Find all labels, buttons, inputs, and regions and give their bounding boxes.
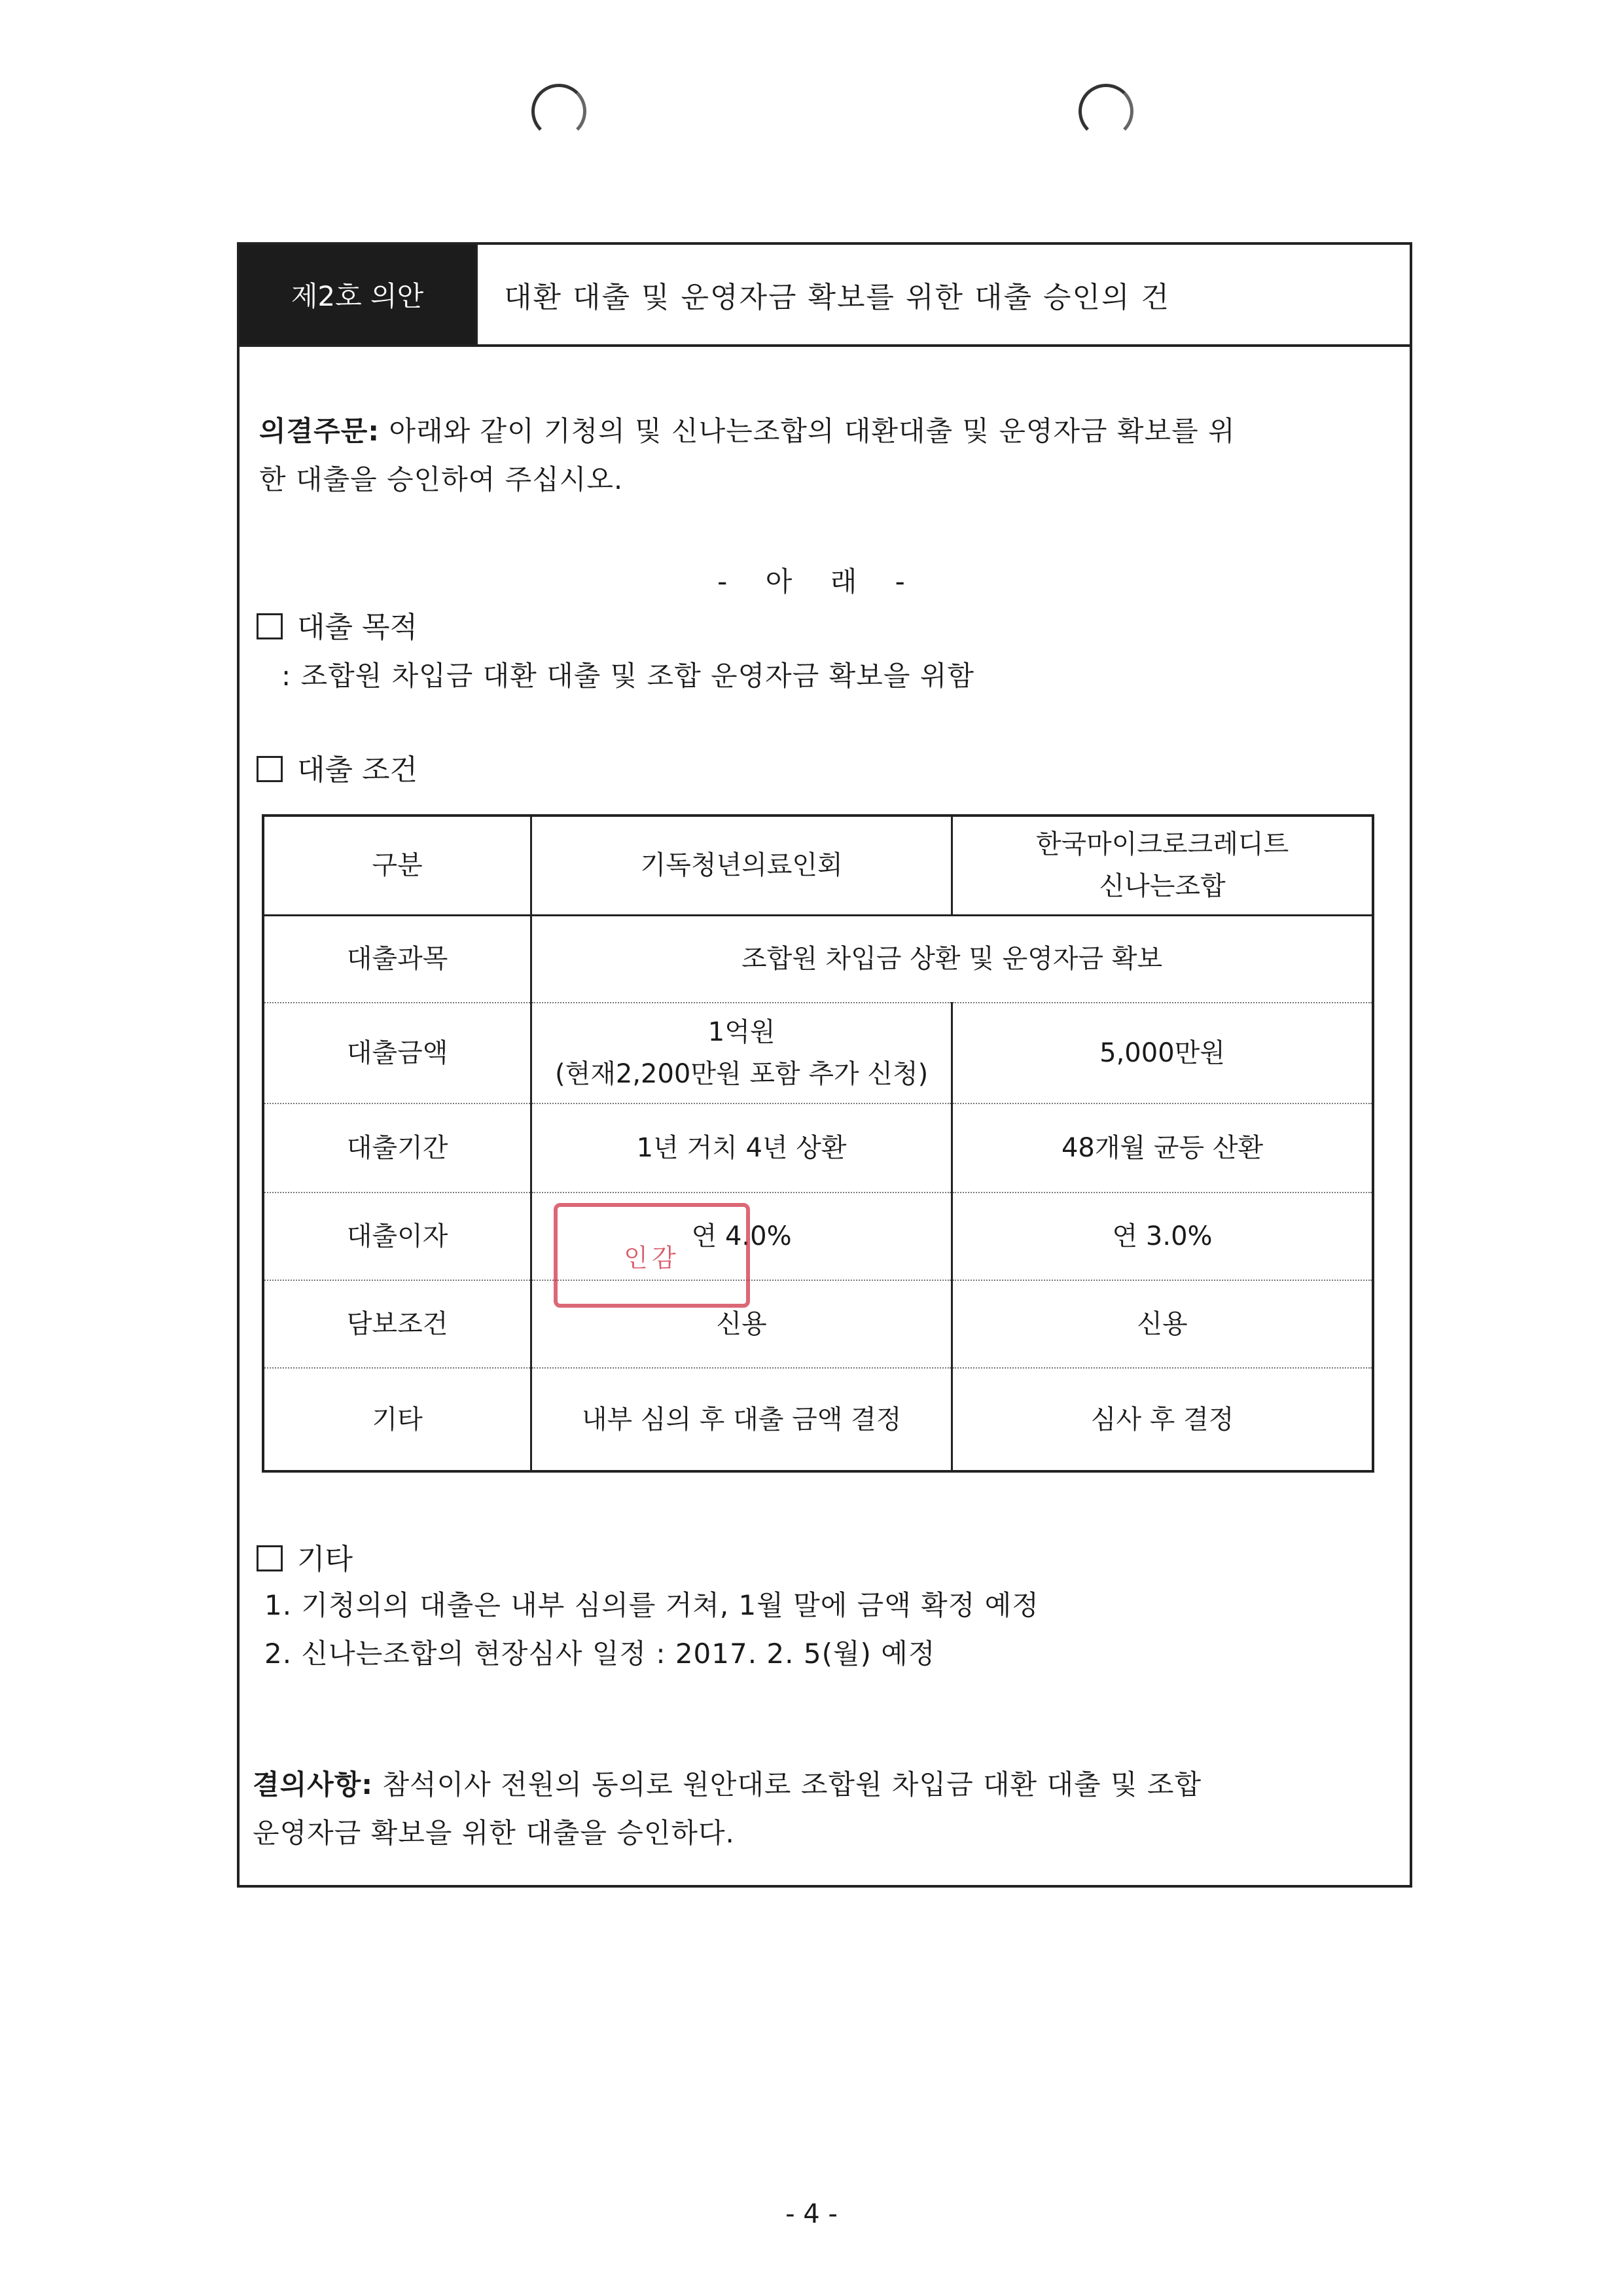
amount-line1: 1억원: [707, 1017, 776, 1047]
row-value-col3: 신용: [952, 1280, 1373, 1368]
other-item-1: 1. 기청의의 대출은 내부 심의를 거쳐, 1월 말에 금액 확정 예정: [264, 1589, 1039, 1621]
decision-text1: 참석이사 전원의 동의로 원안대로 조합원 차입금 대환 대출 및 조합: [373, 1768, 1202, 1801]
row-value-col3: 48개월 균등 산환: [952, 1103, 1373, 1193]
amount-line2: (현재2,200만원 포함 추가 신청): [554, 1059, 929, 1089]
row-label: 기타: [263, 1368, 531, 1471]
punch-hole-left: [531, 84, 586, 139]
agenda-title: 대환 대출 및 운영자금 확보를 위한 대출 승인의 건: [475, 245, 1410, 344]
checkbox-icon: [257, 613, 283, 639]
table-header-row: [263, 816, 1373, 915]
resolution-request-line1: [259, 407, 1236, 456]
below-marker: - 아 래 -: [717, 565, 906, 598]
table-row: [263, 1193, 1373, 1280]
table-row: [263, 1003, 1373, 1103]
checkbox-icon: [257, 756, 283, 782]
resolution-request-text1: 아래와 같이 기청의 및 신나는조합의 대환대출 및 운영자금 확보를 위: [380, 415, 1236, 447]
header-lender2-line2: 신나는조합: [1099, 871, 1226, 902]
row-value-col2: 신용: [531, 1280, 952, 1368]
page-number: - 4 -: [785, 2199, 838, 2229]
other-heading: [257, 1535, 353, 1577]
row-value-col3: 심사 후 결정: [952, 1368, 1373, 1471]
agenda-title-bar: [240, 245, 1410, 347]
table-row: [263, 1280, 1373, 1368]
purpose-heading: [257, 603, 418, 645]
decision-line2: 운영자금 확보을 위한 대출을 승인하다.: [253, 1817, 735, 1849]
checkbox-icon: [257, 1545, 283, 1571]
table-row: [263, 1103, 1373, 1193]
row-value-col2: 1년 거치 4년 상환: [531, 1103, 952, 1193]
table-row: [263, 1368, 1373, 1471]
other-heading-text: 기타: [297, 1543, 353, 1576]
punch-hole-right: [1079, 84, 1133, 139]
conditions-heading: [257, 746, 418, 788]
conditions-heading-text: 대출 조건: [297, 753, 418, 787]
row-value-col3: 5,000만원: [952, 1003, 1373, 1103]
purpose-text: : 조합원 차입금 대환 대출 및 조합 운영자금 확보을 위함: [281, 660, 974, 692]
resolution-request-label: 의결주문:: [259, 415, 380, 447]
decision-line1: [253, 1761, 1202, 1809]
row-value-col2: 연 4.0%: [531, 1193, 952, 1280]
table-row: [263, 915, 1373, 1003]
header-lender2-line1: 한국마이크로크레디트: [1035, 829, 1289, 860]
agenda-number-label: 제2호 의안: [240, 245, 475, 344]
row-value-col3: 연 3.0%: [952, 1193, 1373, 1280]
row-merged-value: 조합원 차입금 상환 및 운영자금 확보: [531, 915, 1373, 1003]
other-item-2: 2. 신나는조합의 현장심사 일정 : 2017. 2. 5(월) 예정: [264, 1638, 936, 1670]
row-label: 담보조건: [263, 1280, 531, 1368]
header-category: 구분: [263, 816, 531, 915]
seal-stamp: 인감: [554, 1203, 750, 1308]
row-label: 대출금액: [263, 1003, 531, 1103]
purpose-heading-text: 대출 목적: [297, 611, 418, 644]
row-label: 대출기간: [263, 1103, 531, 1193]
header-lender2: [952, 816, 1373, 915]
loan-conditions-table: [262, 814, 1374, 1473]
row-label: 대출과목: [263, 915, 531, 1003]
header-lender1: 기독청년의료인회: [531, 816, 952, 915]
row-value-col2: 내부 심의 후 대출 금액 결정: [531, 1368, 952, 1471]
resolution-request-line2: 한 대출을 승인하여 주십시오.: [259, 463, 624, 495]
decision-label: 결의사항:: [253, 1768, 374, 1801]
row-label: 대출이자: [263, 1193, 531, 1280]
row-value-col2: [531, 1003, 952, 1103]
